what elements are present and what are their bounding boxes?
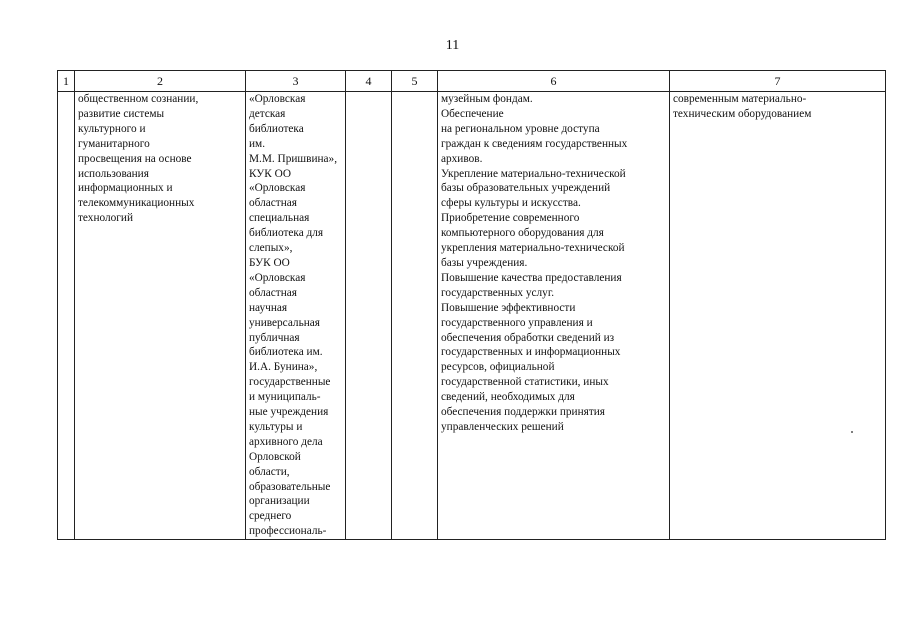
cell-text-line: управленческих решений xyxy=(441,420,564,433)
cell-text-line: Обеспечение xyxy=(441,107,504,120)
cell-text-line: областная xyxy=(249,286,297,299)
cell-text-line: области, xyxy=(249,465,290,478)
cell-col-7 xyxy=(670,92,886,540)
cell-text-line: общественном сознании, xyxy=(78,93,199,105)
column-number-1: 1 xyxy=(58,71,75,92)
cell-text-line: архивов. xyxy=(441,152,483,165)
cell-text-line: ные учреждения xyxy=(249,406,329,419)
column-number-6: 6 xyxy=(438,71,670,92)
cell-text-line: среднего xyxy=(249,510,292,523)
cell-text-line: государственных услуг. xyxy=(441,286,555,299)
cell-text-line: «Орловская xyxy=(249,182,306,195)
cell-text-line: детская xyxy=(249,107,286,120)
document-table xyxy=(57,70,886,540)
cell-text-line: Приобретение современного xyxy=(441,212,580,225)
scan-dot-mark xyxy=(851,431,853,433)
cell-text-line: государственных и информационных xyxy=(441,346,621,359)
cell-text-line: техническим оборудованием xyxy=(673,107,812,120)
cell-text-line: профессиональ- xyxy=(249,525,327,538)
cell-text-line: развитие системы xyxy=(78,107,165,120)
cell-text-line: укрепления материально-технической xyxy=(441,242,625,255)
cell-text-line: образовательные xyxy=(249,480,331,493)
cell-text-line: государственного управления и xyxy=(441,316,593,329)
cell-col-3 xyxy=(246,92,346,540)
cell-text-line: современным материально- xyxy=(673,93,807,105)
cell-text-line: Повышение качества предоставления xyxy=(441,271,622,284)
cell-text-line: архивного дела xyxy=(249,435,323,448)
cell-text-line: компьютерного оборудования для xyxy=(441,227,604,240)
cell-text-line: библиотека для xyxy=(249,227,324,240)
cell-text-line: областная xyxy=(249,197,297,210)
cell-text-line: обеспечения обработки сведений из xyxy=(441,331,615,344)
column-number-2: 2 xyxy=(75,71,246,92)
cell-text-line: телекоммуникационных xyxy=(78,197,195,210)
cell-text-line: Орловской xyxy=(249,450,301,463)
cell-col-1 xyxy=(58,92,75,540)
cell-col-4 xyxy=(346,92,392,540)
cell-text-line: публичная xyxy=(249,331,300,344)
cell-col-2 xyxy=(75,92,246,540)
table-row xyxy=(58,92,886,540)
cell-text-line: слепых», xyxy=(249,242,293,255)
cell-text-line: музейным фондам. xyxy=(441,93,533,105)
cell-text-line: государственные xyxy=(249,376,331,389)
table-header-row xyxy=(58,71,886,92)
cell-text-line: М.М. Пришвина», xyxy=(249,152,338,165)
cell-text-line: гуманитарного xyxy=(78,137,150,150)
cell-col-5 xyxy=(392,92,438,540)
cell-text-line: ресурсов, официальной xyxy=(441,361,555,374)
cell-text-line: базы учреждения. xyxy=(441,256,528,269)
cell-text-line: библиотека xyxy=(249,122,304,135)
cell-text-line: библиотека им. xyxy=(249,346,323,359)
cell-text-line: граждан к сведениям государственных xyxy=(441,137,628,150)
cell-text-line: И.А. Бунина», xyxy=(249,361,318,374)
cell-text-line: КУК ОО xyxy=(249,167,291,180)
cell-text-line: на региональном уровне доступа xyxy=(441,122,600,135)
cell-text-line: базы образовательных учреждений xyxy=(441,182,611,195)
cell-text-line: специальная xyxy=(249,212,310,225)
column-number-7: 7 xyxy=(670,71,886,92)
cell-text-line: Укрепление материально-технической xyxy=(441,167,626,180)
cell-text-line: им. xyxy=(249,137,266,150)
column-number-3: 3 xyxy=(246,71,346,92)
cell-text-line: обеспечения поддержки принятия xyxy=(441,406,605,419)
cell-text-line: «Орловская xyxy=(249,93,306,105)
cell-col-6 xyxy=(438,92,670,540)
cell-text-line: Повышение эффективности xyxy=(441,301,576,314)
cell-text-line: культуры и xyxy=(249,420,303,433)
cell-text-line: просвещения на основе xyxy=(78,152,192,165)
cell-text-line: использования xyxy=(78,167,149,180)
cell-text-line: «Орловская xyxy=(249,271,306,284)
cell-text-line: организации xyxy=(249,495,310,508)
page-number: 11 xyxy=(445,38,460,53)
column-number-5: 5 xyxy=(392,71,438,92)
cell-text-line: государственной статистики, иных xyxy=(441,376,609,389)
cell-text-line: технологий xyxy=(78,212,134,225)
cell-text-line: сферы культуры и искусства. xyxy=(441,197,581,210)
cell-text-line: информационных и xyxy=(78,182,173,195)
cell-text-line: культурного и xyxy=(78,122,146,135)
column-number-4: 4 xyxy=(346,71,392,92)
cell-text-line: универсальная xyxy=(249,316,320,329)
cell-text-line: БУК ОО xyxy=(249,256,290,269)
cell-text-line: и муниципаль- xyxy=(249,391,321,404)
cell-text-line: сведений, необходимых для xyxy=(441,391,575,404)
cell-text-line: научная xyxy=(249,301,288,314)
